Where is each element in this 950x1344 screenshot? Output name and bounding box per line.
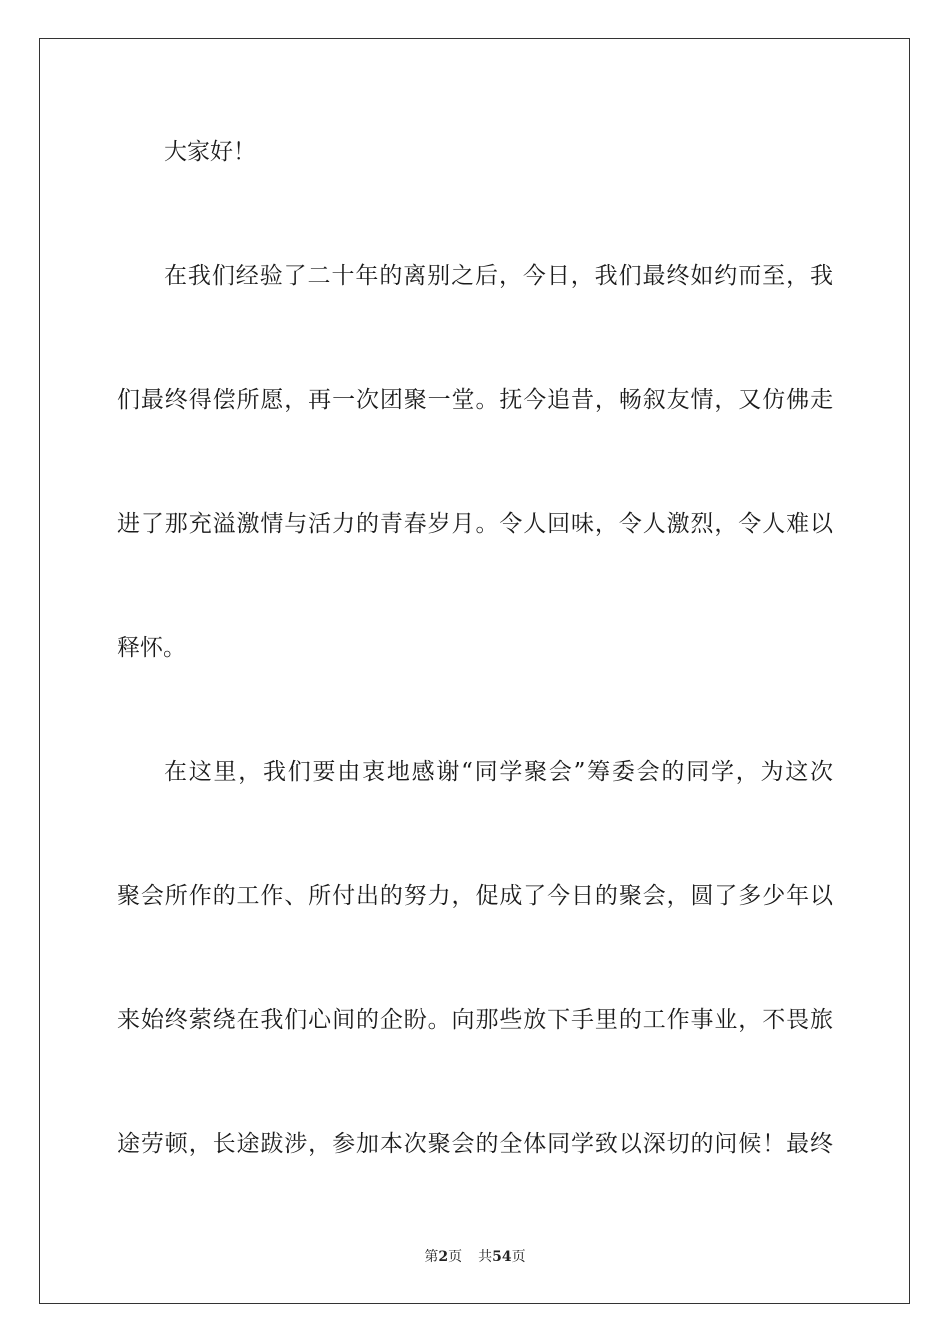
- page-footer: [0, 1246, 950, 1266]
- page-frame: [39, 38, 910, 1304]
- paragraph-1-line-1: 在我们经验了二十年的离别之后，今日，我们最终如约而至，我: [164, 263, 833, 289]
- page-prefix: 第: [424, 1249, 439, 1265]
- paragraph-2-line-4: 途劳顿，长途跋涉，参加本次聚会的全体同学致以深切的问候！最终: [117, 1131, 833, 1157]
- page-suffix: 页: [448, 1249, 463, 1265]
- total-prefix: 共: [478, 1249, 493, 1265]
- paragraph-2-line-3: 来始终萦绕在我们心间的企盼。向那些放下手里的工作事业，不畏旅: [117, 1007, 833, 1033]
- paragraph-2-line-1: 在这里，我们要由衷地感谢“同学聚会”筹委会的同学，为这次: [164, 759, 833, 785]
- total-suffix: 页: [511, 1249, 526, 1265]
- paragraph-1-line-2: 们最终得偿所愿，再一次团聚一堂。抚今追昔，畅叙友情，又仿佛走: [117, 387, 833, 413]
- greeting-line: 大家好！: [164, 139, 256, 165]
- paragraph-1-line-4: 释怀。: [117, 635, 186, 661]
- page-number: 2: [438, 1249, 449, 1265]
- paragraph-2-line-2: 聚会所作的工作、所付出的努力，促成了今日的聚会，圆了多少年以: [117, 883, 833, 909]
- total-pages: 54: [492, 1249, 512, 1265]
- paragraph-1-line-3: 进了那充溢激情与活力的青春岁月。令人回味，令人激烈，令人难以: [117, 511, 833, 537]
